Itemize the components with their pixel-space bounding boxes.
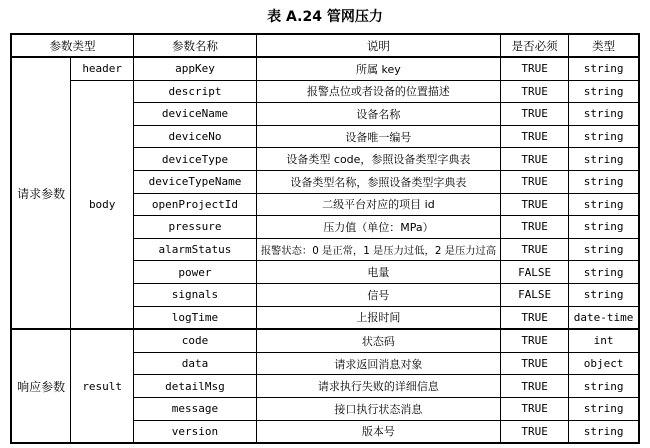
- header-param-category: 参数类型: [11, 34, 134, 57]
- table-caption: 表 A.24 管网压力: [267, 9, 383, 25]
- subgroup-result-label: result: [71, 329, 134, 443]
- param-type: string: [569, 397, 639, 420]
- param-type: date-time: [569, 306, 639, 329]
- header-required: 是否必须: [501, 34, 569, 57]
- param-description: 状态码: [256, 329, 500, 352]
- param-type: string: [569, 80, 639, 103]
- param-name: descript: [134, 80, 257, 103]
- param-description: 接口执行状态消息: [256, 397, 500, 420]
- param-name: version: [134, 420, 257, 443]
- param-description: 信号: [256, 283, 500, 306]
- param-name: logTime: [134, 306, 257, 329]
- param-name: appKey: [134, 57, 257, 80]
- param-name: detailMsg: [134, 375, 257, 398]
- param-required: TRUE: [501, 238, 569, 261]
- param-type: string: [569, 170, 639, 193]
- param-required: TRUE: [501, 216, 569, 239]
- param-required: TRUE: [501, 352, 569, 375]
- param-type: string: [569, 148, 639, 171]
- param-name: deviceTypeName: [134, 170, 257, 193]
- table-row: [11, 329, 639, 352]
- param-required: TRUE: [501, 148, 569, 171]
- table-row: [11, 80, 639, 103]
- param-required: TRUE: [501, 57, 569, 80]
- param-type: int: [569, 329, 639, 352]
- param-name: openProjectId: [134, 193, 257, 216]
- param-description: 请求执行失败的详细信息: [256, 375, 500, 398]
- param-name: pressure: [134, 216, 257, 239]
- param-type: string: [569, 57, 639, 80]
- header-row: [11, 34, 639, 57]
- group-response-label: 响应参数: [11, 329, 71, 443]
- param-description: 设备名称: [256, 103, 500, 126]
- param-required: TRUE: [501, 103, 569, 126]
- param-type: string: [569, 261, 639, 284]
- param-description: 请求返回消息对象: [256, 352, 500, 375]
- param-name: message: [134, 397, 257, 420]
- param-description: 设备类型 code，参照设备类型字典表: [256, 148, 500, 171]
- param-name: alarmStatus: [134, 238, 257, 261]
- group-request-label: 请求参数: [11, 57, 71, 329]
- param-description: 报警状态：0 是正常，1 是压力过低，2 是压力过高: [256, 238, 500, 261]
- param-description: 设备唯一编号: [256, 125, 500, 148]
- param-description: 上报时间: [256, 306, 500, 329]
- table-row: [11, 57, 639, 80]
- param-description: 电量: [256, 261, 500, 284]
- param-type: string: [569, 375, 639, 398]
- header-type: 类型: [569, 34, 639, 57]
- param-name: deviceName: [134, 103, 257, 126]
- subgroup-body-label: body: [71, 80, 134, 329]
- param-name: power: [134, 261, 257, 284]
- param-required: FALSE: [501, 261, 569, 284]
- param-required: TRUE: [501, 193, 569, 216]
- param-type: object: [569, 352, 639, 375]
- param-description: 版本号: [256, 420, 500, 443]
- param-required: TRUE: [501, 80, 569, 103]
- param-required: TRUE: [501, 170, 569, 193]
- param-required: TRUE: [501, 375, 569, 398]
- param-description: 设备类型名称，参照设备类型字典表: [256, 170, 500, 193]
- param-name: data: [134, 352, 257, 375]
- param-description: 压力值（单位：MPa）: [256, 216, 500, 239]
- param-required: TRUE: [501, 420, 569, 443]
- param-required: TRUE: [501, 397, 569, 420]
- param-required: TRUE: [501, 329, 569, 352]
- param-name: deviceType: [134, 148, 257, 171]
- param-required: FALSE: [501, 283, 569, 306]
- param-type: string: [569, 238, 639, 261]
- param-type: string: [569, 420, 639, 443]
- param-type: string: [569, 283, 639, 306]
- param-type: string: [569, 193, 639, 216]
- param-description: 报警点位或者设备的位置描述: [256, 80, 500, 103]
- param-required: TRUE: [501, 125, 569, 148]
- parameter-table: [10, 33, 640, 444]
- header-description: 说明: [256, 34, 500, 57]
- header-param-name: 参数名称: [134, 34, 257, 57]
- param-name: deviceNo: [134, 125, 257, 148]
- param-name: signals: [134, 283, 257, 306]
- subgroup-header-label: header: [71, 57, 134, 80]
- param-type: string: [569, 103, 639, 126]
- param-description: 所属 key: [256, 57, 500, 80]
- param-required: TRUE: [501, 306, 569, 329]
- param-name: code: [134, 329, 257, 352]
- param-description: 二级平台对应的项目 id: [256, 193, 500, 216]
- param-type: string: [569, 125, 639, 148]
- param-type: string: [569, 216, 639, 239]
